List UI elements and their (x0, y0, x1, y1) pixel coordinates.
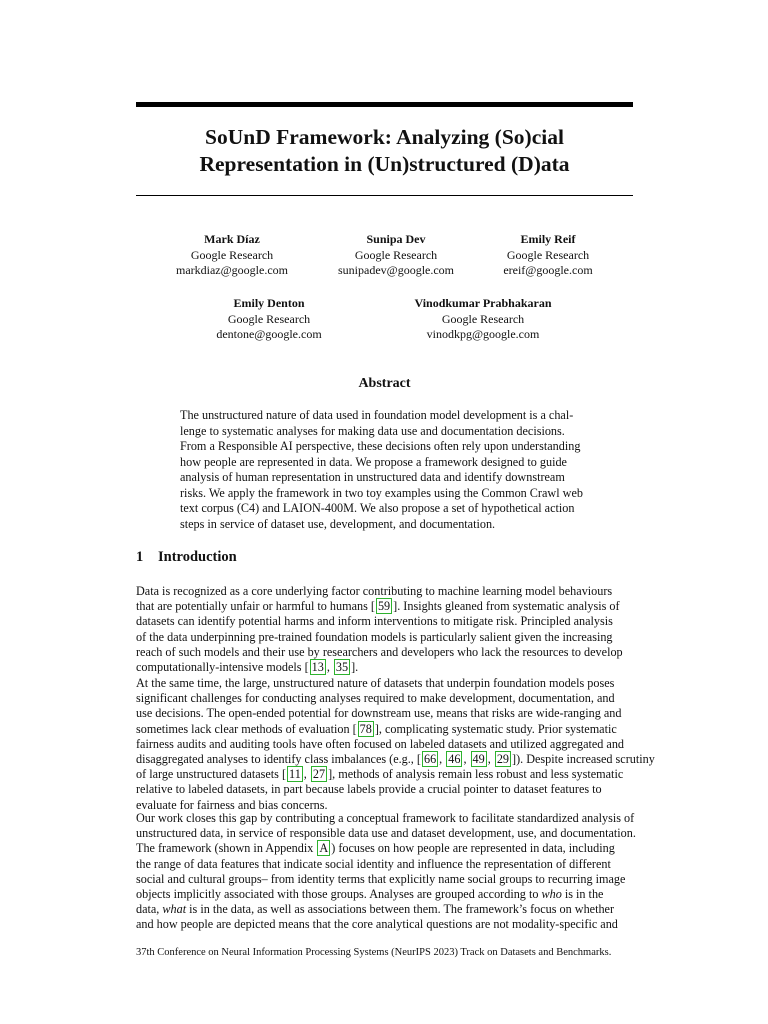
citation-link[interactable]: 27 (312, 767, 326, 782)
text-line: the range of data features that indicate social identity and influence the representation of different (136, 856, 611, 871)
author-name: Vinodkumar Prabhakaran (414, 296, 552, 310)
text-line: computationally-intensive models [ 13 , 35 ]. (136, 660, 359, 675)
author-email[interactable]: markdiaz@google.com (175, 263, 288, 277)
citation-link[interactable]: 29 (496, 752, 509, 767)
title-line: SoUnD Framework: Analyzing (So)cial (205, 125, 564, 149)
abstract-line: text corpus (C4) and LAION-400M. We also propose a set of hypothetical action (180, 501, 575, 515)
text-run: , complicating systematic study. Prior systematic (378, 721, 617, 736)
emphasis-who: who (541, 887, 562, 902)
text-line: Our work closes this gap by contributing a conceptual framework to facilitate standardized analysis of (136, 811, 635, 825)
text-line (136, 902, 636, 917)
text-run: sometimes lack clear methods of evaluation (136, 721, 353, 736)
section-heading (136, 549, 237, 566)
author-block (403, 296, 563, 343)
abstract-line: From a Responsible AI perspective, these decisions often rely upon understanding (180, 439, 581, 453)
text-line: At the same time, the large, unstructured nature of datasets that underpin foundation models poses (136, 676, 615, 690)
title-line: Representation in (Un)structured (D)ata (199, 152, 570, 176)
text-run: , methods of analysis remain less robust and less systematic (332, 767, 624, 782)
author-email[interactable]: vinodkpg@google.com (426, 327, 540, 341)
citation-link[interactable]: 11 (289, 767, 301, 782)
abstract-line: steps in service of dataset use, development, and documentation. (180, 516, 496, 531)
text-run: ) focuses on how people are represented in data, including (331, 841, 615, 856)
text-line: sometimes lack clear methods of evaluation [ 78 ], complicating systematic study. Prior systematic (136, 721, 617, 736)
author-name: Mark Díaz (204, 232, 260, 246)
emphasis-what: what (162, 902, 187, 917)
citation-link[interactable]: 49 (472, 752, 485, 767)
intro-paragraph-1 (136, 584, 636, 675)
conference-footnote: 37th Conference on Neural Information Processing Systems (NeurIPS 2023) Track on Datasets and Benchmarks. (136, 947, 612, 958)
citation-link[interactable]: 66 (423, 752, 437, 767)
text-line: disaggregated analyses to identify class imbalances (e.g., [ 66 , 46 , 49 , 29 ]). Despite increased scrutiny (136, 752, 655, 767)
citation-link[interactable]: 46 (448, 752, 461, 767)
text-run: is in the (561, 887, 604, 902)
text-line: relative to labeled datasets, in part because labels provide a crucial pointer to dataset features to (136, 782, 602, 797)
author-block (172, 232, 292, 279)
author-name: Emily Denton (233, 296, 305, 310)
author-name: Sunipa Dev (366, 232, 426, 246)
text-line: unstructured data, in service of responsible data use and dataset development, use, and documentation. (136, 826, 636, 841)
paper-title (136, 124, 633, 178)
section-title: Introduction (158, 549, 237, 565)
intro-paragraph-3 (136, 811, 636, 933)
abstract-body (180, 408, 590, 532)
author-email[interactable]: ereif@google.com (503, 263, 593, 277)
author-affiliation: Google Research (506, 247, 590, 262)
text-line: datasets can identify potential harms and inform interventions to mitigate risk. Principled analysis (136, 614, 613, 629)
abstract-line: lenge to systematic analyses for making data use and documentation decisions. (180, 423, 565, 438)
text-line: significant challenges for conducting analyses required to make development, documentation, and (136, 691, 615, 706)
text-run: . Insights gleaned from systematic analysis of (397, 599, 620, 614)
text-line: fairness audits and auditing tools have often focused on labeled datasets and utilized aggregated and (136, 736, 625, 751)
author-affiliation: Google Research (354, 247, 438, 262)
abstract-line: risks. We apply the framework in two toy examples using the Common Crawl web (180, 485, 583, 500)
text-line: evaluate for fairness and bias concerns. (136, 797, 328, 812)
author-block (209, 296, 329, 343)
citation-link[interactable]: 59 (377, 599, 391, 614)
text-run: . (355, 660, 359, 675)
appendix-link[interactable]: A (319, 841, 329, 856)
author-affiliation: Google Research (441, 311, 525, 326)
text-run: that are potentially unfair or harmful to humans (136, 599, 371, 614)
text-run: objects implicitly associated with those groups. Analyses are grouped according to (136, 887, 542, 902)
text-run: computationally-intensive models (136, 660, 305, 675)
author-name: Emily Reif (520, 232, 576, 246)
author-block (498, 232, 598, 279)
text-line: that are potentially unfair or harmful to humans [ 59 ]. Insights gleaned from systematic analysis of (136, 599, 620, 614)
author-affiliation: Google Research (190, 247, 274, 262)
text-line: Data is recognized as a core underlying factor contributing to machine learning model behaviours (136, 584, 613, 598)
text-run: ). Despite increased scrutiny (516, 752, 655, 767)
text-line: and how people are depicted means that the core analytical questions are not modality-specific and (136, 917, 618, 932)
citation-link[interactable]: 13 (311, 660, 324, 675)
text-run: of large unstructured datasets (136, 767, 282, 782)
text-line: use decisions. The open-ended potential for downstream use, means that risks are wide-ranging and (136, 706, 622, 721)
text-line: social and cultural groups– from identity terms that explicitly name social groups to recurring image (136, 871, 626, 886)
text-line: reach of such models and their use by researchers and developers who lack the resources to develop (136, 644, 623, 659)
title-top-rule (136, 102, 633, 107)
text-run: data, (136, 902, 163, 917)
abstract-line: The unstructured nature of data used in foundation model development is a chal- (180, 408, 574, 422)
section-number: 1 (136, 549, 144, 565)
author-email[interactable]: sunipadev@google.com (337, 263, 455, 277)
text-run: The framework (shown in Appendix (136, 841, 317, 856)
author-block (333, 232, 459, 279)
intro-paragraph-2 (136, 676, 655, 813)
text-run: disaggregated analyses to identify class imbalances (e.g., (136, 752, 417, 767)
text-line: of large unstructured datasets [ 11 , 27 ], methods of analysis remain less robust and less systematic (136, 767, 624, 782)
citation-link[interactable]: 35 (335, 660, 349, 675)
abstract-line: how people are represented in data. We propose a framework designed to guide (180, 454, 567, 469)
text-line (136, 887, 636, 902)
abstract-heading: Abstract (358, 376, 411, 391)
text-line: of the data underpinning pre-trained foundation models is particularly salient given the increasing (136, 629, 613, 644)
citation-link[interactable]: 78 (359, 721, 372, 736)
title-bottom-rule (136, 195, 633, 196)
abstract-line: analysis of human representation in unstructured data and identify downstream (180, 470, 565, 484)
author-email[interactable]: dentone@google.com (216, 327, 322, 341)
text-line (136, 841, 636, 856)
author-affiliation: Google Research (227, 311, 311, 326)
text-run: is in the data, as well as associations between them. The framework’s focus on whether (186, 902, 615, 917)
